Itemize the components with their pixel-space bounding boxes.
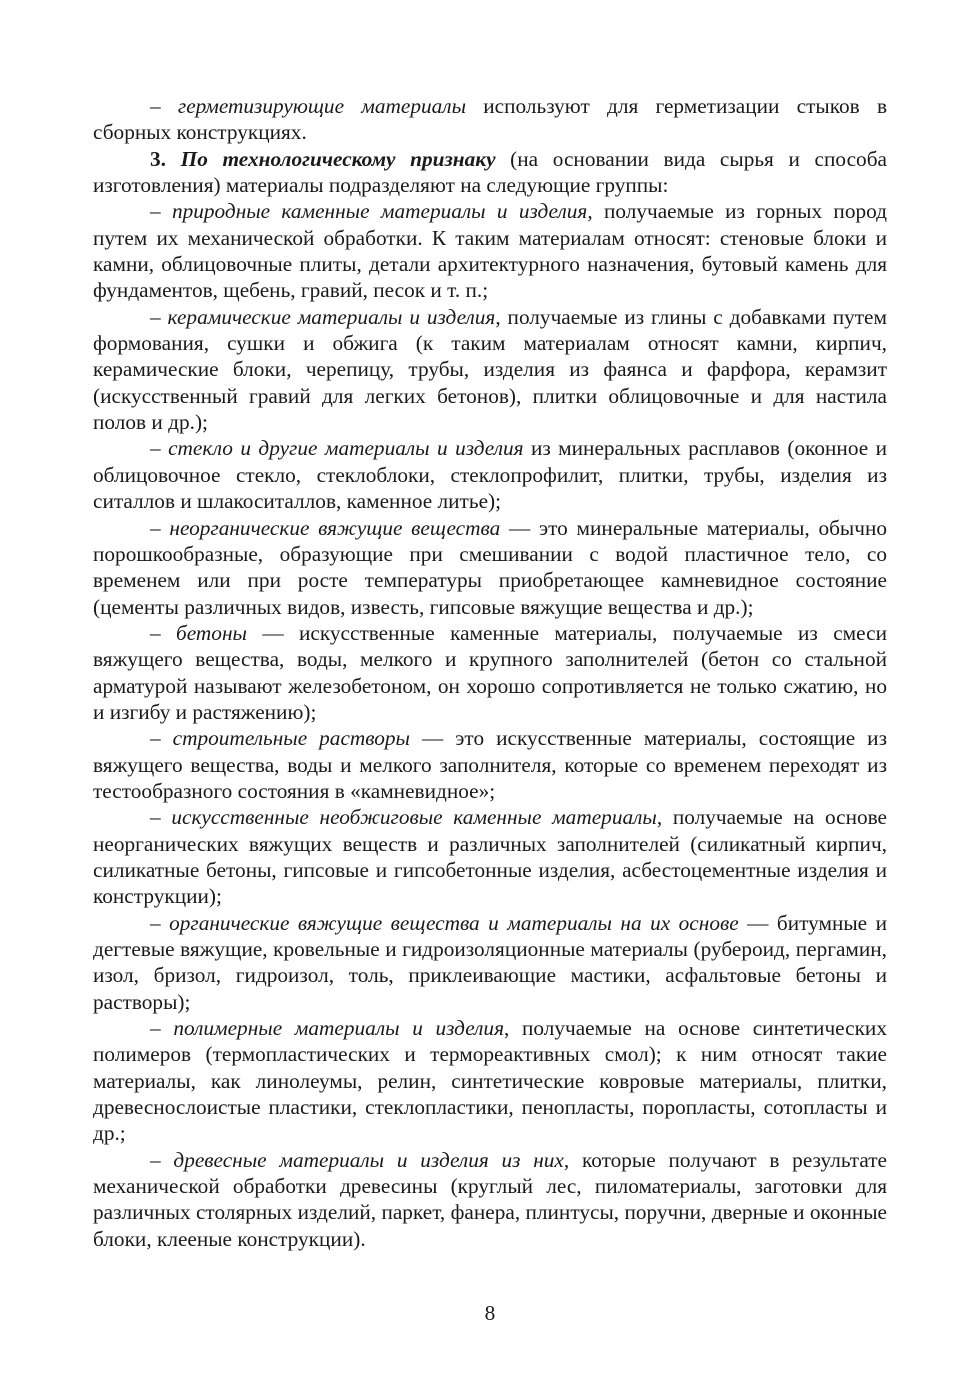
paragraph-concrete <box>93 620 887 725</box>
paragraph-text: , получаемые из горных пород путем их механической обработки. К таким материалам относят: стеновые блоки и камни, облицовочные плиты, детали архитектурного назначения, бутовый камень для фундаментов, щебень, гравий, песок и т. п.; <box>93 199 887 303</box>
list-dash: – <box>150 436 169 461</box>
paragraph-text: , получаемые из глины с добавками путем формования, сушки и обжига (к таким материалам относят камни, кирпич, керамические блоки, черепицу, трубы, изделия из фаянса и фарфора, керамзит (искусственный гравий для легких бетонов), плитки облицовочные и для настила полов и др.); <box>93 304 887 435</box>
page-body <box>93 93 887 1252</box>
paragraph-text: — искусственные каменные материалы, получаемые из смеси вяжущего вещества, воды, мелкого и крупного заполнителей (бетон со стальной арматурой называют железобетоном, он хорошо сопротивляется не только сжатию, но и изгибу и растяжению); <box>93 620 887 724</box>
paragraph-text: , получаемые на основе синтетических полимеров (термопластических и термореактивных смол); к ним относят такие материалы, как линолеумы, релин, синтетические ковровые материалы, плитки, древеснослоистые пластики, стеклопластики, пенопласты, поропласты, сотопласты и др.; <box>93 1016 887 1146</box>
list-dash: – <box>150 94 178 118</box>
list-dash: – <box>150 515 170 540</box>
paragraph-text: — это минеральные материалы, обычно порошкообразные, образующие при смешивании с водой пластичное тело, со временем или при росте температуры приобретающее камневидное состояние (цементы различных видов, известь, гипсовые вяжущие вещества и др.); <box>93 515 887 619</box>
paragraph-sealing-materials <box>93 93 887 146</box>
section-heading: По технологическому признаку <box>180 146 496 171</box>
list-dash: – <box>150 199 172 224</box>
paragraph-text: — это искусственные материалы, состоящие из вяжущего вещества, воды и мелкого заполнителя, которые со временем переходят из тестообразного состояния в «камневидное»; <box>93 726 887 803</box>
list-dash: – <box>150 910 170 935</box>
paragraph-text: (на основании вида сырья и способа изготовления) материалы подразделяют на следующие группы: <box>93 146 887 198</box>
paragraph-polymer <box>93 1015 887 1147</box>
term-polymer: полимерные материалы и изделия <box>173 1016 504 1041</box>
list-dash: – <box>150 1016 174 1041</box>
paragraph-text: , которые получают в результате механической обработки древесины (круглый лес, пиломатериалы, заготовки для различных столярных изделий, паркет, фанера, плинтусы, поручни, дверные и оконные блоки, клееные конструкции). <box>93 1147 887 1251</box>
list-dash: – <box>150 1147 174 1172</box>
page-number: 8 <box>484 1301 496 1325</box>
term-non-fired-stone: искусственные необжиговые каменные материалы <box>171 805 657 830</box>
paragraph-text: , получаемые на основе неорганических вяжущих веществ и различных заполнителей (силикатный кирпич, силикатные бетоны, гипсовые и гипсобетонные изделия, асбестоцементные изделия и конструкции); <box>93 805 888 909</box>
paragraph-glass <box>93 435 887 514</box>
paragraph-organic-binders <box>93 910 887 1015</box>
paragraph-text: — битумные и дегтевые вяжущие, кровельные и гидроизоляционные материалы (рубероид, пергамин, изол, бризол, гидроизол, толь, приклеивающие мастики, асфальтовые бетоны и растворы); <box>93 910 887 1014</box>
term-concrete: бетоны <box>176 620 247 645</box>
term-sealing-materials: герметизирующие материалы <box>177 94 466 118</box>
paragraph-ceramic <box>93 304 887 436</box>
paragraph-non-fired-stone <box>93 804 887 909</box>
term-wood: древесные материалы и изделия из них <box>173 1147 564 1172</box>
term-organic-binders: органические вяжущие вещества и материалы на их основе <box>169 910 739 935</box>
term-glass: стекло и другие материалы и изделия <box>168 436 524 461</box>
section-number: 3. <box>150 146 166 171</box>
paragraph-natural-stone <box>93 198 887 303</box>
term-mortars: строительные растворы <box>172 726 410 751</box>
paragraph-mortars <box>93 725 887 804</box>
list-dash: – <box>150 726 173 751</box>
list-dash: – <box>150 620 177 645</box>
term-inorganic-binders: неорганические вяжущие вещества <box>169 515 501 540</box>
paragraph-inorganic-binders <box>93 515 887 620</box>
list-dash: – <box>150 304 168 329</box>
term-ceramic: керамические материалы и изделия <box>167 304 496 329</box>
paragraph-technology-heading <box>93 146 887 199</box>
term-natural-stone: природные каменные материалы и изделия <box>171 199 588 224</box>
paragraph-text: используют для герметизации стыков в сборных конструкциях. <box>93 94 888 145</box>
paragraph-wood <box>93 1147 887 1252</box>
paragraph-text: из минеральных расплавов (оконное и облицовочное стекло, стеклоблоки, стеклопрофилит, плитки, трубы, изделия из ситаллов и шлакоситаллов, каменное литье); <box>93 436 887 514</box>
list-dash: – <box>150 805 172 830</box>
